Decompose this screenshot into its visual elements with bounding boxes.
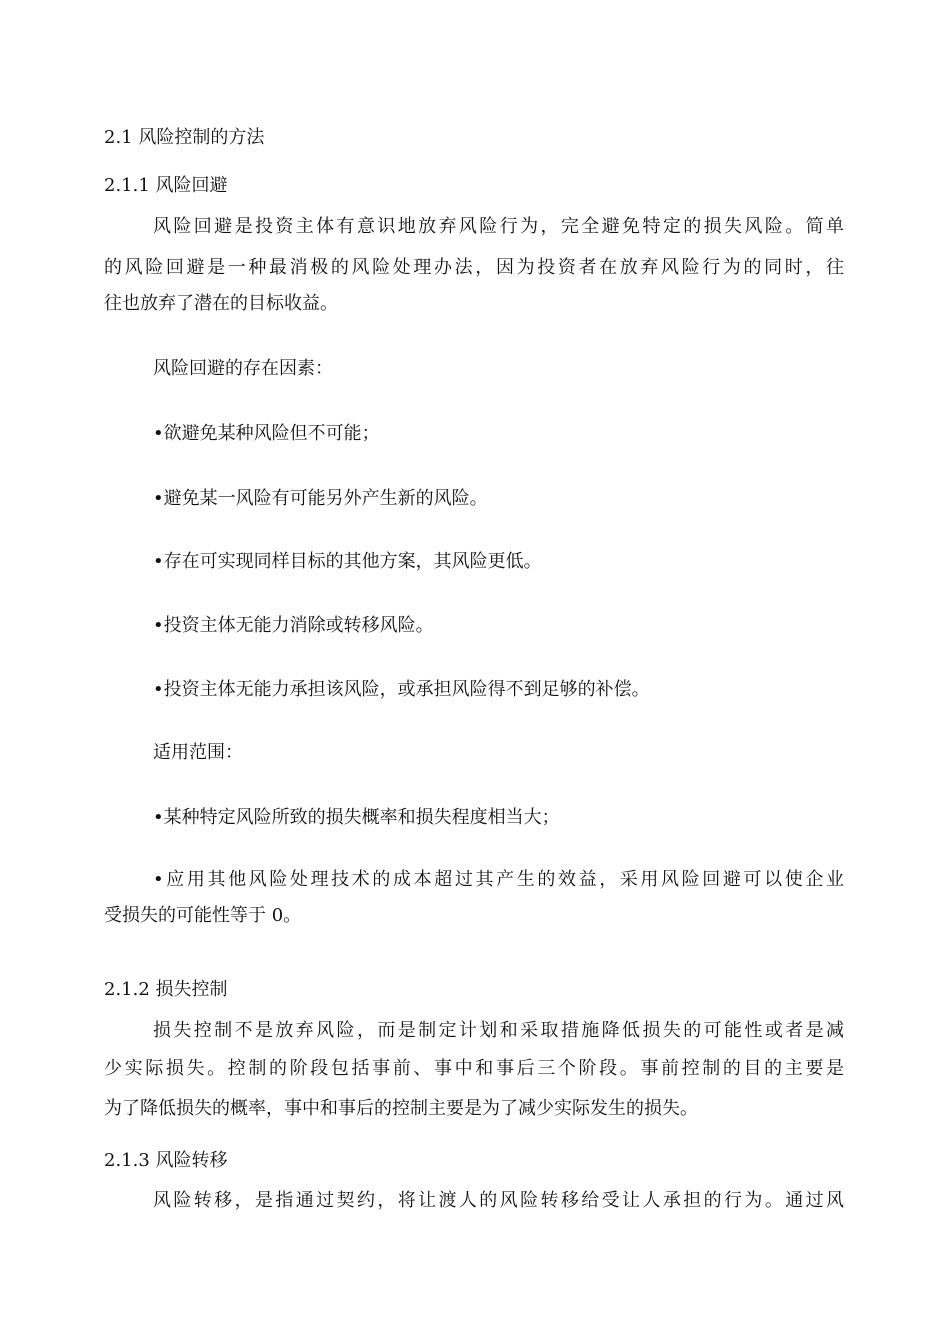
list-item: •存在可实现同样目标的其他方案，其风险更低。 [153, 551, 542, 572]
section-heading: 2.1 风险控制的方法 [104, 127, 265, 148]
list-item: •欲避免某种风险但不可能； [153, 423, 380, 444]
paragraph-line: 少实际损失。控制的阶段包括事前、事中和事后三个阶段。事前控制的目的主要是 [104, 1058, 844, 1079]
paragraph-line: 风险转移，是指通过契约，将让渡人的风险转移给受让人承担的行为。通过风 [153, 1190, 844, 1211]
factors-label: 风险回避的存在因素： [153, 358, 333, 379]
scope-label: 适用范围： [153, 742, 243, 763]
list-item-line: •应用其他风险处理技术的成本超过其产生的效益，采用风险回避可以使企业 [153, 869, 844, 890]
list-item: •投资主体无能力承担该风险，或承担风险得不到足够的补偿。 [153, 679, 650, 700]
list-item: •投资主体无能力消除或转移风险。 [153, 615, 434, 636]
subsection-heading-risk-avoidance: 2.1.1 风险回避 [104, 175, 228, 196]
subsection-heading-risk-transfer: 2.1.3 风险转移 [104, 1150, 228, 1171]
list-item: •某种特定风险所致的损失概率和损失程度相当大； [153, 807, 560, 828]
paragraph-line: 损失控制不是放弃风险，而是制定计划和采取措施降低损失的可能性或者是减 [153, 1020, 844, 1041]
list-item-line: 受损失的可能性等于 0。 [104, 905, 302, 926]
subsection-heading-loss-control: 2.1.2 损失控制 [104, 979, 228, 1000]
paragraph-line: 的风险回避是一种最消极的风险处理办法，因为投资者在放弃风险行为的同时，往 [104, 257, 844, 278]
paragraph-line: 往也放弃了潜在的目标收益。 [104, 293, 338, 314]
paragraph-line: 风险回避是投资主体有意识地放弃风险行为，完全避免特定的损失风险。简单 [153, 216, 844, 237]
paragraph-line: 为了降低损失的概率，事中和事后的控制主要是为了减少实际发生的损失。 [104, 1098, 698, 1119]
list-item: •避免某一风险有可能另外产生新的风险。 [153, 488, 488, 509]
